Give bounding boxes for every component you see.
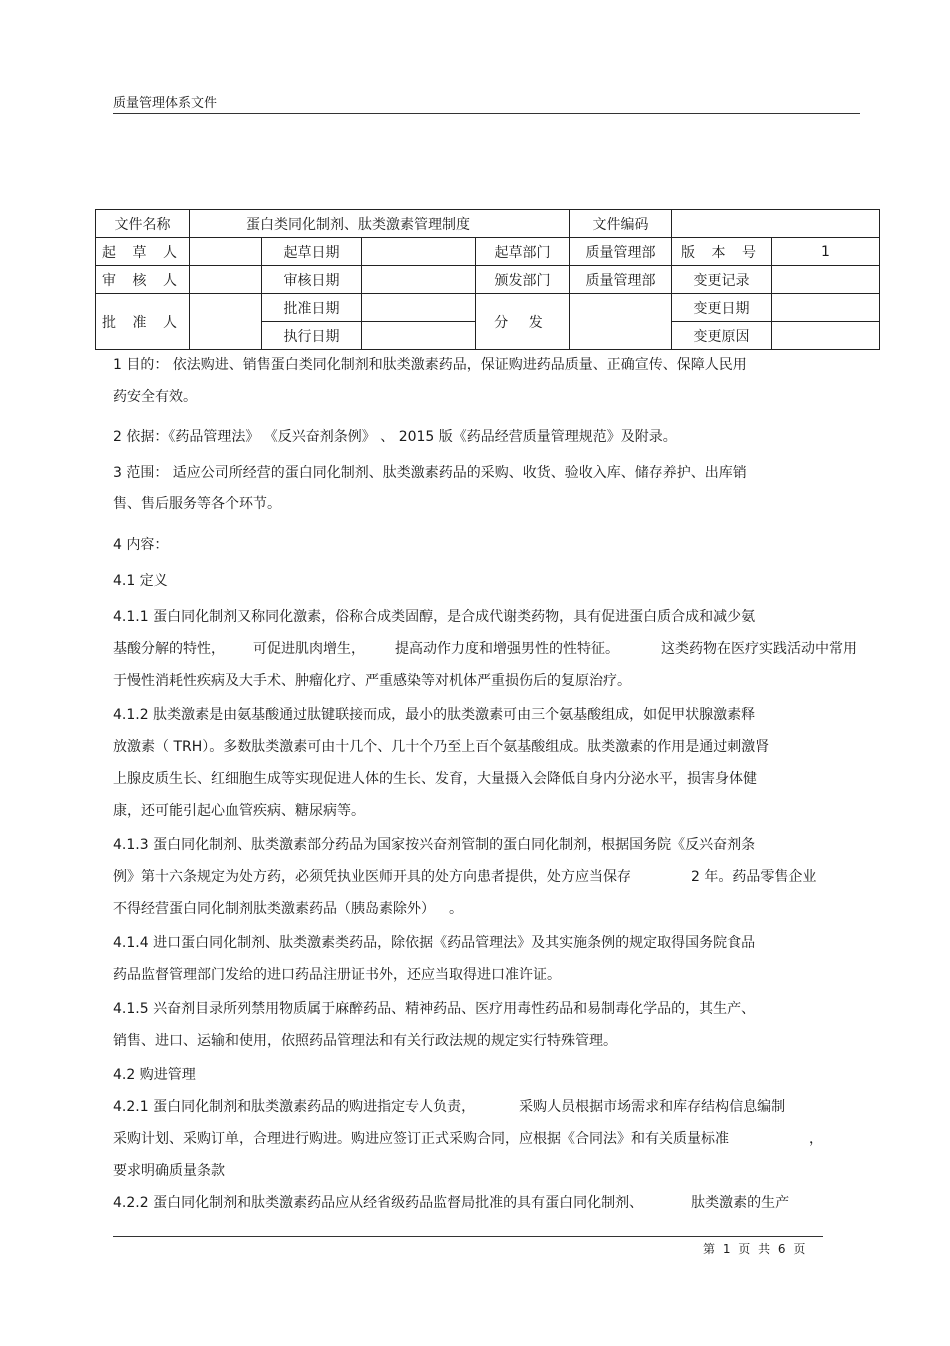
text-segment: 采购计划、采购订单，合理进行购进。购进应签订正式采购合同，应根据《合同法》和有关质量标准	[113, 1131, 729, 1147]
version-value: 1	[772, 238, 880, 266]
def-4-1-5-line-1: 4.1.5 兴奋剂目录所列禁用物质属于麻醉药品、精神药品、医疗用毒性药品和易制毒化学品的，其生产、	[113, 1001, 756, 1017]
draft-dept-label: 起草部门	[476, 238, 570, 266]
text-segment: 肽类激素的生产	[691, 1195, 790, 1211]
purchase-4-2-1-line-3: 要求明确质量条款	[113, 1163, 225, 1179]
doc-name-value: 蛋白类同化制剂、肽类激素管理制度	[190, 210, 570, 238]
text-segment: ，	[809, 1131, 823, 1147]
def-4-1-3-line-1: 4.1.3 蛋白同化制剂、肽类激素部分药品为国家按兴奋剂管制的蛋白同化制剂，根据国务院《反兴奋剂条	[113, 837, 756, 853]
distribute-value	[570, 294, 672, 350]
def-4-1-1-line-1: 4.1.1 蛋白同化制剂又称同化激素，俗称合成类固醇，是合成代谢类药物，具有促进蛋白质合成和减少氨	[113, 609, 756, 625]
exec-date-value	[362, 322, 476, 350]
approve-date-label: 批准日期	[262, 294, 362, 322]
def-4-1-1-line-3: 于慢性消耗性疾病及大手术、肿瘤化疗、严重感染等对机体严重损伤后的复原治疗。	[113, 673, 631, 689]
draft-date-label: 起草日期	[262, 238, 362, 266]
change-date-label: 变更日期	[672, 294, 772, 322]
purchase-4-2-1-line-2	[113, 1128, 823, 1148]
approver-value	[190, 294, 262, 350]
table-row	[96, 294, 880, 322]
def-4-1-3-line-2	[113, 866, 816, 886]
doc-name-label: 文件名称	[96, 210, 190, 238]
table-row	[96, 210, 880, 238]
approve-date-value	[362, 294, 476, 322]
purpose-line-1: 1 目的： 依法购进、销售蛋白类同化制剂和肽类激素药品，保证购进药品质量、正确宣传、保障人民用	[113, 357, 747, 373]
def-4-1-4-line-2: 药品监督管理部门发给的进口药品注册证书外，还应当取得进口准许证。	[113, 967, 561, 983]
document-header-title: 质量管理体系文件	[113, 96, 218, 111]
def-4-1-2-line-3: 上腺皮质生长、红细胞生成等实现促进人体的生长、发育，大量摄入会降低自身内分泌水平，损害身体健	[113, 771, 757, 787]
doc-number-label: 文件编码	[570, 210, 672, 238]
def-4-1-1-line-2	[113, 638, 857, 658]
drafter-value	[190, 238, 262, 266]
document-info-table	[95, 209, 880, 350]
def-4-1-2-line-1: 4.1.2 肽类激素是由氨基酸通过肽键联接而成，最小的肽类激素可由三个氨基酸组成，如促甲状腺激素释	[113, 707, 756, 723]
table-row	[96, 266, 880, 294]
review-date-value	[362, 266, 476, 294]
change-reason-value	[772, 322, 880, 350]
drafter-label: 起 草 人	[96, 238, 190, 266]
page-number: 第 1 页 共 6 页	[703, 1242, 808, 1256]
distribute-label: 分 发	[476, 294, 570, 350]
draft-date-value	[362, 238, 476, 266]
text-segment: 基酸分解的特性，	[113, 641, 225, 657]
approver-label: 批 准 人	[96, 294, 190, 350]
purchase-4-2-1-line-1	[113, 1096, 785, 1116]
content-heading: 4 内容：	[113, 537, 169, 553]
def-4-1-3-line-3	[113, 898, 463, 918]
text-segment: 2 年。药品零售企业	[691, 869, 817, 885]
text-segment: 不得经营蛋白同化制剂肽类激素药品（胰岛素除外）	[113, 901, 435, 917]
version-label: 版 本 号	[672, 238, 772, 266]
issue-dept-value: 质量管理部	[570, 266, 672, 294]
text-segment: 提高动作力度和增强男性的性特征。	[395, 641, 619, 657]
text-segment: 这类药物在医疗实践活动中常用	[661, 641, 857, 657]
change-record-label: 变更记录	[672, 266, 772, 294]
reviewer-label: 审 核 人	[96, 266, 190, 294]
reviewer-value	[190, 266, 262, 294]
change-reason-label: 变更原因	[672, 322, 772, 350]
scope-line-2: 售、售后服务等各个环节。	[113, 496, 281, 512]
def-4-1-2-line-4: 康，还可能引起心血管疾病、糖尿病等。	[113, 803, 365, 819]
scope-line-1: 3 范围： 适应公司所经营的蛋白同化制剂、肽类激素药品的采购、收货、验收入库、储存养护、出库销	[113, 465, 747, 481]
def-4-1-5-line-2: 销售、进口、运输和使用，依照药品管理法和有关行政法规的规定实行特殊管理。	[113, 1033, 617, 1049]
exec-date-label: 执行日期	[262, 322, 362, 350]
footer-divider	[113, 1236, 823, 1237]
change-record-value	[772, 266, 880, 294]
text-segment: 可促进肌肉增生，	[253, 641, 365, 657]
text-segment: 4.2.2 蛋白同化制剂和肽类激素药品应从经省级药品监督局批准的具有蛋白同化制剂、	[113, 1195, 644, 1211]
basis-line: 2 依据：《药品管理法》 《反兴奋剂条例》 、 2015 版《药品经营质量管理规范》及附录。	[113, 429, 677, 445]
text-segment: 4.2.1 蛋白同化制剂和肽类激素药品的购进指定专人负责，	[113, 1099, 476, 1115]
review-date-label: 审核日期	[262, 266, 362, 294]
table-row	[96, 238, 880, 266]
purpose-line-2: 药安全有效。	[113, 389, 197, 405]
definition-heading: 4.1 定义	[113, 573, 168, 589]
def-4-1-2-line-2: 放激素（ TRH）。多数肽类激素可由十几个、几十个乃至上百个氨基酸组成。肽类激素的作用是通过刺激肾	[113, 739, 770, 755]
change-date-value	[772, 294, 880, 322]
purchase-heading: 4.2 购进管理	[113, 1067, 196, 1083]
text-segment: 例》第十六条规定为处方药，必须凭执业医师开具的处方向患者提供，处方应当保存	[113, 869, 631, 885]
draft-dept-value: 质量管理部	[570, 238, 672, 266]
def-4-1-4-line-1: 4.1.4 进口蛋白同化制剂、肽类激素类药品，除依据《药品管理法》及其实施条例的规定取得国务院食品	[113, 935, 756, 951]
text-segment: 。	[449, 901, 463, 917]
text-segment: 采购人员根据市场需求和库存结构信息编制	[519, 1099, 786, 1115]
header-divider	[113, 113, 860, 114]
issue-dept-label: 颁发部门	[476, 266, 570, 294]
purchase-4-2-2-line-1	[113, 1192, 789, 1212]
doc-number-value	[672, 210, 880, 238]
